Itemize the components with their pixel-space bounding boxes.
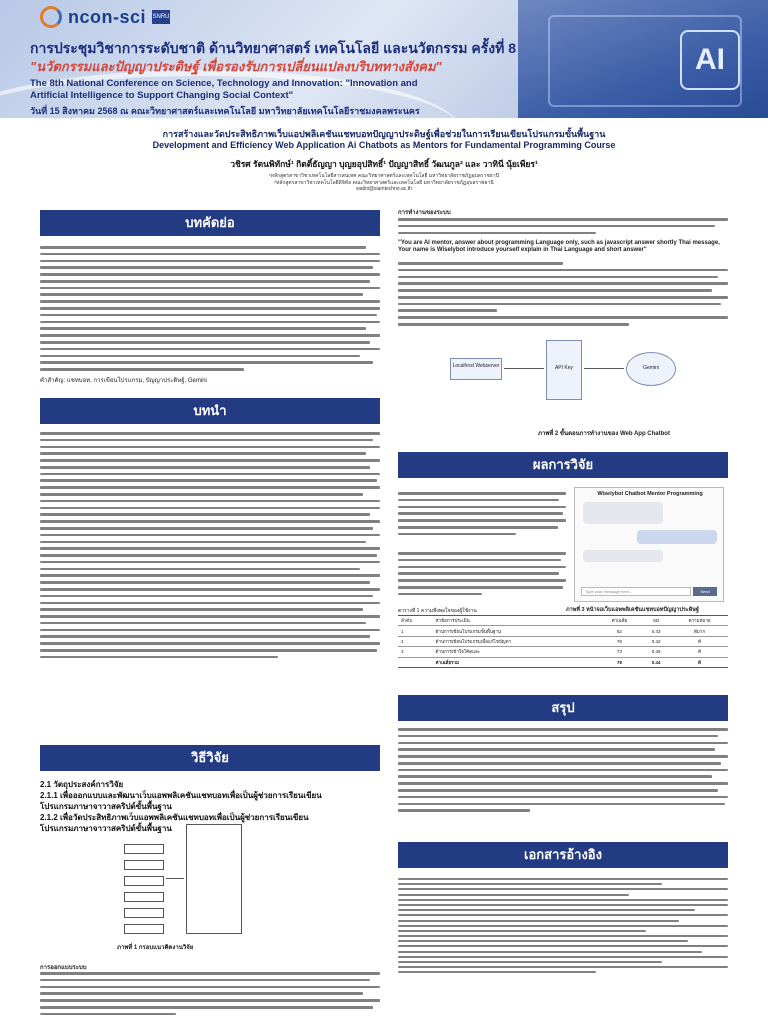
- table-cell: 82: [598, 626, 642, 636]
- reference-list: [398, 878, 728, 977]
- prompt-details-text: [398, 262, 728, 330]
- table-cell: 2: [398, 636, 433, 646]
- workflow-arrow: [504, 368, 544, 369]
- table-cell: ดี: [671, 657, 728, 667]
- table-cell: 0.44: [641, 657, 671, 667]
- table-cell: 1: [398, 626, 433, 636]
- logo-text: ncon-sci: [68, 6, 147, 27]
- objective-1-line2: โปรแกรมภาษาจาวาสคริปต์ขั้นพื้นฐาน: [40, 802, 172, 811]
- conference-banner: [0, 0, 768, 118]
- objective-2-line1: 2.1.2 เพื่อวัดประสิทธิภาพเว็บแอพพลิเคชันแชทบอทเพื่อเป็นผู้ช่วยการเรียนเขียน: [40, 813, 309, 822]
- framework-box: [124, 844, 164, 854]
- table-cell: ด้านการเข้าใจโค้ดและ: [433, 647, 598, 657]
- objective-1-line1: 2.1.1 เพื่อออกแบบและพัฒนาเว็บแอพพลิเคชันแชทบอทเพื่อเป็นผู้ช่วยการเรียนเขียน: [40, 791, 322, 800]
- table-cell: 0.42: [641, 636, 671, 646]
- table-cell: 3: [398, 647, 433, 657]
- table-row: [398, 626, 728, 636]
- author-list: วชิรศ รัตนพิทักษ์¹ กิตติ์ธัญญา บุญยอุปสิทธิ์¹ ปัญญาสิทธิ์ วัฒนกูล² และ วาทินี นุ้ยเพียร¹: [230, 159, 538, 169]
- section-header-conclusion: สรุป: [398, 695, 728, 721]
- gemini-icon: Gemini: [626, 352, 676, 386]
- table-header-cell: SD: [641, 616, 671, 626]
- table-cell: ด้านการเขียนโปรแกรมขั้นพื้นฐาน: [433, 626, 598, 636]
- table-header-cell: ลำดับ: [398, 616, 433, 626]
- framework-box: [124, 908, 164, 918]
- logo-mark-icon: [40, 6, 62, 28]
- conclusion-text: [398, 728, 728, 816]
- table-cell: ดี: [671, 647, 728, 657]
- objective-2-line2: โปรแกรมภาษาจาวาสคริปต์ขั้นพื้นฐาน: [40, 824, 172, 833]
- table-cell: 78: [598, 657, 642, 667]
- table-header-cell: หัวข้อการประเมิน: [433, 616, 598, 626]
- framework-outcome-box: [186, 824, 242, 934]
- chatbot-title: Wiselybot Chatbot Mentor Programming: [597, 491, 703, 497]
- framework-box: [124, 860, 164, 870]
- table-cell: ด้านการเขียนโปรแกรมเพื่อแก้ไขปัญหา: [433, 636, 598, 646]
- framework-box: [124, 876, 164, 886]
- system-design-text: [40, 972, 380, 1019]
- intro-text: [40, 432, 380, 663]
- section-header-abstract: บทคัดย่อ: [40, 210, 380, 236]
- table-row: [398, 636, 728, 646]
- prompt-quote: "You are AI mentor, answer about programming Language only, such as javascript answer shortly Thai message, Your name is Wiselybot introduce yourself explain in Thai Language and short answer": [398, 240, 720, 253]
- table-cell: 78: [598, 636, 642, 646]
- api-key-box: API Key: [546, 340, 582, 400]
- research-framework-diagram: [118, 818, 248, 938]
- table-header-row: [398, 616, 728, 626]
- section-header-results: ผลการวิจัย: [398, 452, 728, 478]
- framework-box: [124, 892, 164, 902]
- table-cell: 0.43: [641, 626, 671, 636]
- paper-title-en: Development and Efficiency Web Application Ai Chatbots as Mentors for Fundamental Programming Course: [152, 140, 616, 150]
- bot-message-bubble: [583, 550, 663, 562]
- table-row: [398, 647, 728, 657]
- table-header-cell: ค่าเฉลี่ย: [598, 616, 642, 626]
- section-header-references: เอกสารอ้างอิง: [398, 842, 728, 868]
- ai-chip-icon: AI: [680, 30, 740, 90]
- affiliation-1: ¹หลักสูตรสาขาวิชาเทคโนโลยีสารสนเทศ คณะวิทยาศาสตร์และเทคโนโลยี มหาวิทยาลัยราชภัฏอุบลราชธานี: [269, 173, 499, 179]
- chat-send-button[interactable]: Send: [693, 587, 717, 596]
- objectives-heading: 2.1 วัตถุประสงค์การวิจัย: [40, 780, 124, 789]
- contact-email: watini@siamtechno.ac.th: [356, 186, 412, 192]
- framework-arrow: [166, 878, 184, 879]
- figure-3-caption: ภาพที่ 3 หน้าจอเว็บแอพพลิเคชันแชทบอทปัญญาประดิษฐ์: [566, 607, 699, 613]
- satisfaction-table: [398, 615, 728, 668]
- table-cell: [398, 657, 433, 667]
- table-cell: ดี: [671, 636, 728, 646]
- conference-date-venue: วันที่ 15 สิงหาคม 2568 ณ คณะวิทยาศาสตร์และเทคโนโลยี มหาวิทยาลัยเทคโนโลยีราชมงคลพระนคร: [30, 106, 420, 116]
- conference-title-en-line1: The 8th National Conference on Science, Technology and Innovation: "Innovation and: [30, 78, 418, 89]
- web-app-workflow-diagram: [430, 330, 700, 420]
- system-workflow-heading: การทำงานของระบบ: [398, 210, 451, 216]
- bot-message-bubble: [583, 502, 663, 524]
- table-cell: 73: [598, 647, 642, 657]
- user-message-bubble: [637, 530, 717, 544]
- table-cell: 0.46: [641, 647, 671, 657]
- conference-logo: [40, 6, 170, 28]
- section-header-intro: บทนำ: [40, 398, 380, 424]
- chat-message-input[interactable]: Type your message here...: [581, 587, 691, 596]
- table-cell: ดีมาก: [671, 626, 728, 636]
- table-1-title: ตารางที่ 1 ความพึงพอใจของผู้ใช้งาน: [398, 608, 477, 614]
- figure-1-caption: ภาพที่ 1 กรอบแนวคิดงานวิจัย: [117, 945, 194, 951]
- system-workflow-text: [398, 218, 728, 238]
- table-header-cell: ความหมาย: [671, 616, 728, 626]
- system-design-heading: การออกแบบระบบ: [40, 965, 87, 971]
- webserver-box: Localhost Webserver: [450, 358, 502, 380]
- affiliation-2: ²หลักสูตรสาขาวิชาเทคโนโลยีดิจิทัล คณะวิทยาศาสตร์และเทคโนโลยี มหาวิทยาลัยราชภัฏอุบลราชธานี: [274, 180, 494, 186]
- university-logo-badge: SNRU: [152, 10, 170, 24]
- results-text-1: [398, 492, 566, 539]
- workflow-arrow: [584, 368, 624, 369]
- framework-box: [124, 924, 164, 934]
- conference-title-en-line2: Artificial Intelligence to Support Changing Social Context": [30, 90, 294, 101]
- section-header-method: วิธีวิจัย: [40, 745, 380, 771]
- figure-2-caption: ภาพที่ 2 ขั้นตอนการทำงานของ Web App Chatbot: [538, 431, 670, 437]
- table-cell: ค่าเฉลี่ยรวม: [433, 657, 598, 667]
- results-text-2: [398, 552, 566, 599]
- conference-theme-th: "นวัตกรรมและปัญญาประดิษฐ์ เพื่อรองรับการเปลี่ยนแปลงบริบททางสังคม": [30, 59, 442, 74]
- paper-title-th: การสร้างและวัดประสิทธิภาพเว็บแอปพลิเคชันแชทบอทปัญญาประดิษฐ์เพื่อช่วยในการเรียนเขียนโปรแกรมขั้นพื้นฐาน: [162, 129, 606, 139]
- chatbot-screenshot: [574, 487, 724, 602]
- table-total-row: [398, 657, 728, 667]
- conference-title-th: การประชุมวิชาการระดับชาติ ด้านวิทยาศาสตร์ เทคโนโลยี และนวัตกรรม ครั้งที่ 8: [30, 40, 516, 56]
- abstract-text: [40, 246, 380, 375]
- abstract-keywords: คำสำคัญ: แชทบอท, การเขียนโปรแกรม, ปัญญาประดิษฐ์, Gemini: [40, 378, 207, 384]
